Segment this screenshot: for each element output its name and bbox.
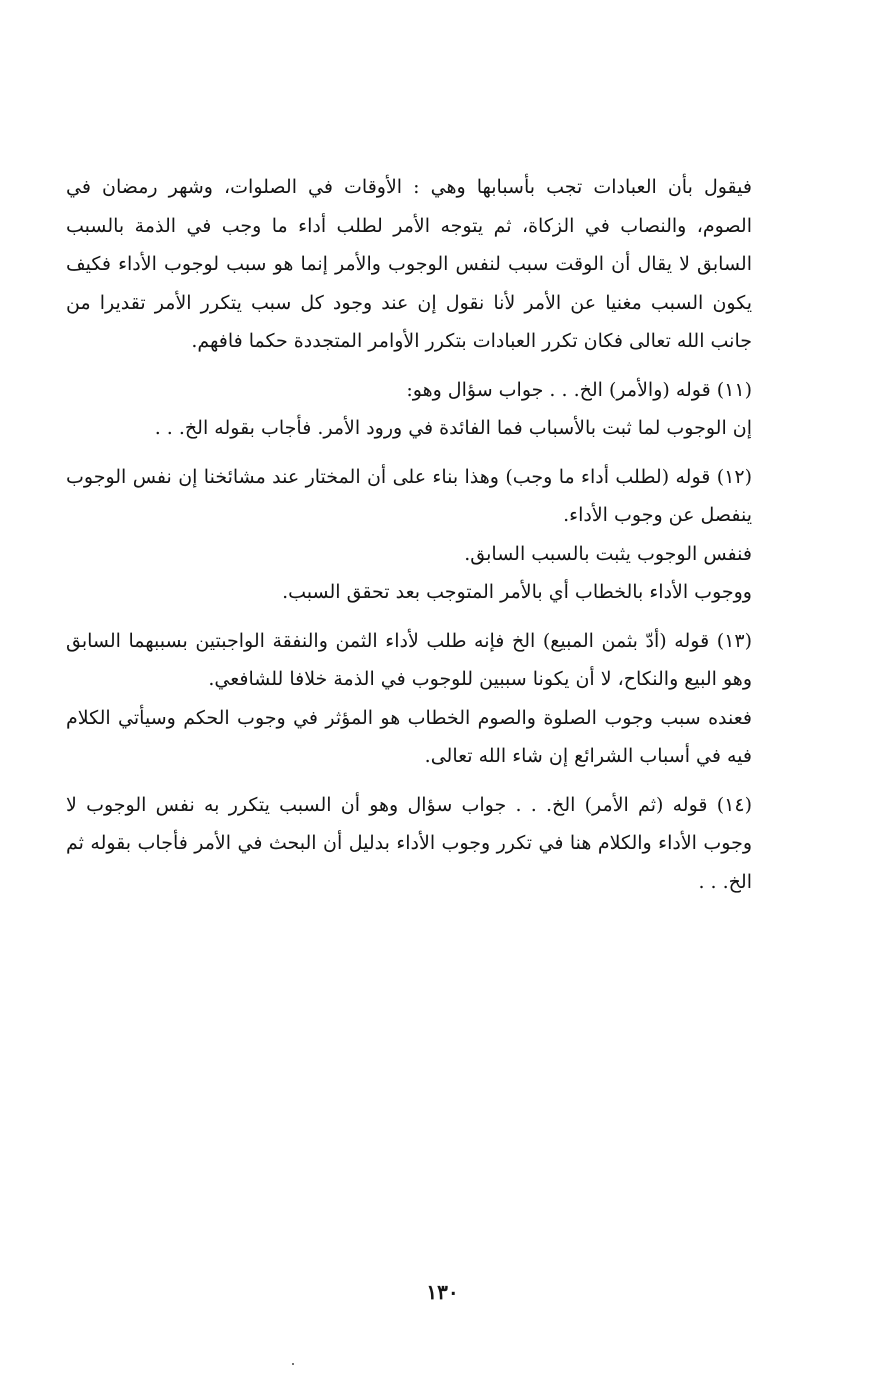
page-body bbox=[66, 168, 752, 901]
note-13-line-1: (١٣) قوله (أدّ بثمن المبيع) الخ فإنه طلب لأداء الثمن والنفقة الواجبتين بسببهما السابق وهو البيع والنكاح، لا أن يكونا سببين للوجوب في الذمة خلافا للشافعي. bbox=[66, 629, 752, 690]
opening-paragraph: فيقول بأن العبادات تجب بأسبابها وهي : الأوقات في الصلوات، وشهر رمضان في الصوم، والنصاب في الزكاة، ثم يتوجه الأمر لطلب أداء ما وجب في الذمة بالسبب السابق لا يقال أن الوقت سبب لنفس الوجوب والأمر إنما هو سبب لوجوب الأداء فكيف يكون السبب مغنيا عن الأمر لأنا نقول إن عند وجود كل سبب يتكرر الأمر تقديرا من جانب الله تعالى فكان تكرر العبادات بتكرر الأوامر المتجددة حكما فافهم. bbox=[66, 176, 752, 352]
note-12-line-2: فنفس الوجوب يثبت بالسبب السابق. bbox=[464, 542, 752, 565]
note-12-line-1: (١٢) قوله (لطلب أداء ما وجب) وهذا بناء على أن المختار عند مشائخنا إن نفس الوجوب ينفصل عن وجوب الأداء. bbox=[66, 465, 752, 526]
note-12 bbox=[66, 458, 752, 612]
note-11-line-2: إن الوجوب لما ثبت بالأسباب فما الفائدة في ورود الأمر. فأجاب بقوله الخ. . . bbox=[154, 417, 752, 439]
note-14-line-1: (١٤) قوله (ثم الأمر) الخ. . . جواب سؤال وهو أن السبب يتكرر به نفس الوجوب لا وجوب الأداء والكلام هنا في تكرر وجوب الأداء بدليل أن البحث في الأمر فأجاب بقوله ثم الخ. . . bbox=[66, 793, 752, 893]
note-11 bbox=[66, 371, 752, 448]
note-13-line-2: فعنده سبب وجوب الصلوة والصوم الخطاب هو المؤثر في وجوب الحكم وسيأتي الكلام فيه في أسباب الشرائع إن شاء الله تعالى. bbox=[66, 706, 752, 767]
note-14 bbox=[66, 786, 752, 902]
note-13 bbox=[66, 622, 752, 776]
scan-speck bbox=[292, 1363, 294, 1365]
note-11-line-1: (١١) قوله (والأمر) الخ. . . جواب سؤال وهو: bbox=[406, 378, 752, 401]
page-number: ١٣٠ bbox=[426, 1280, 459, 1304]
note-12-line-3: ووجوب الأداء بالخطاب أي بالأمر المتوجب بعد تحقق السبب. bbox=[282, 581, 752, 603]
